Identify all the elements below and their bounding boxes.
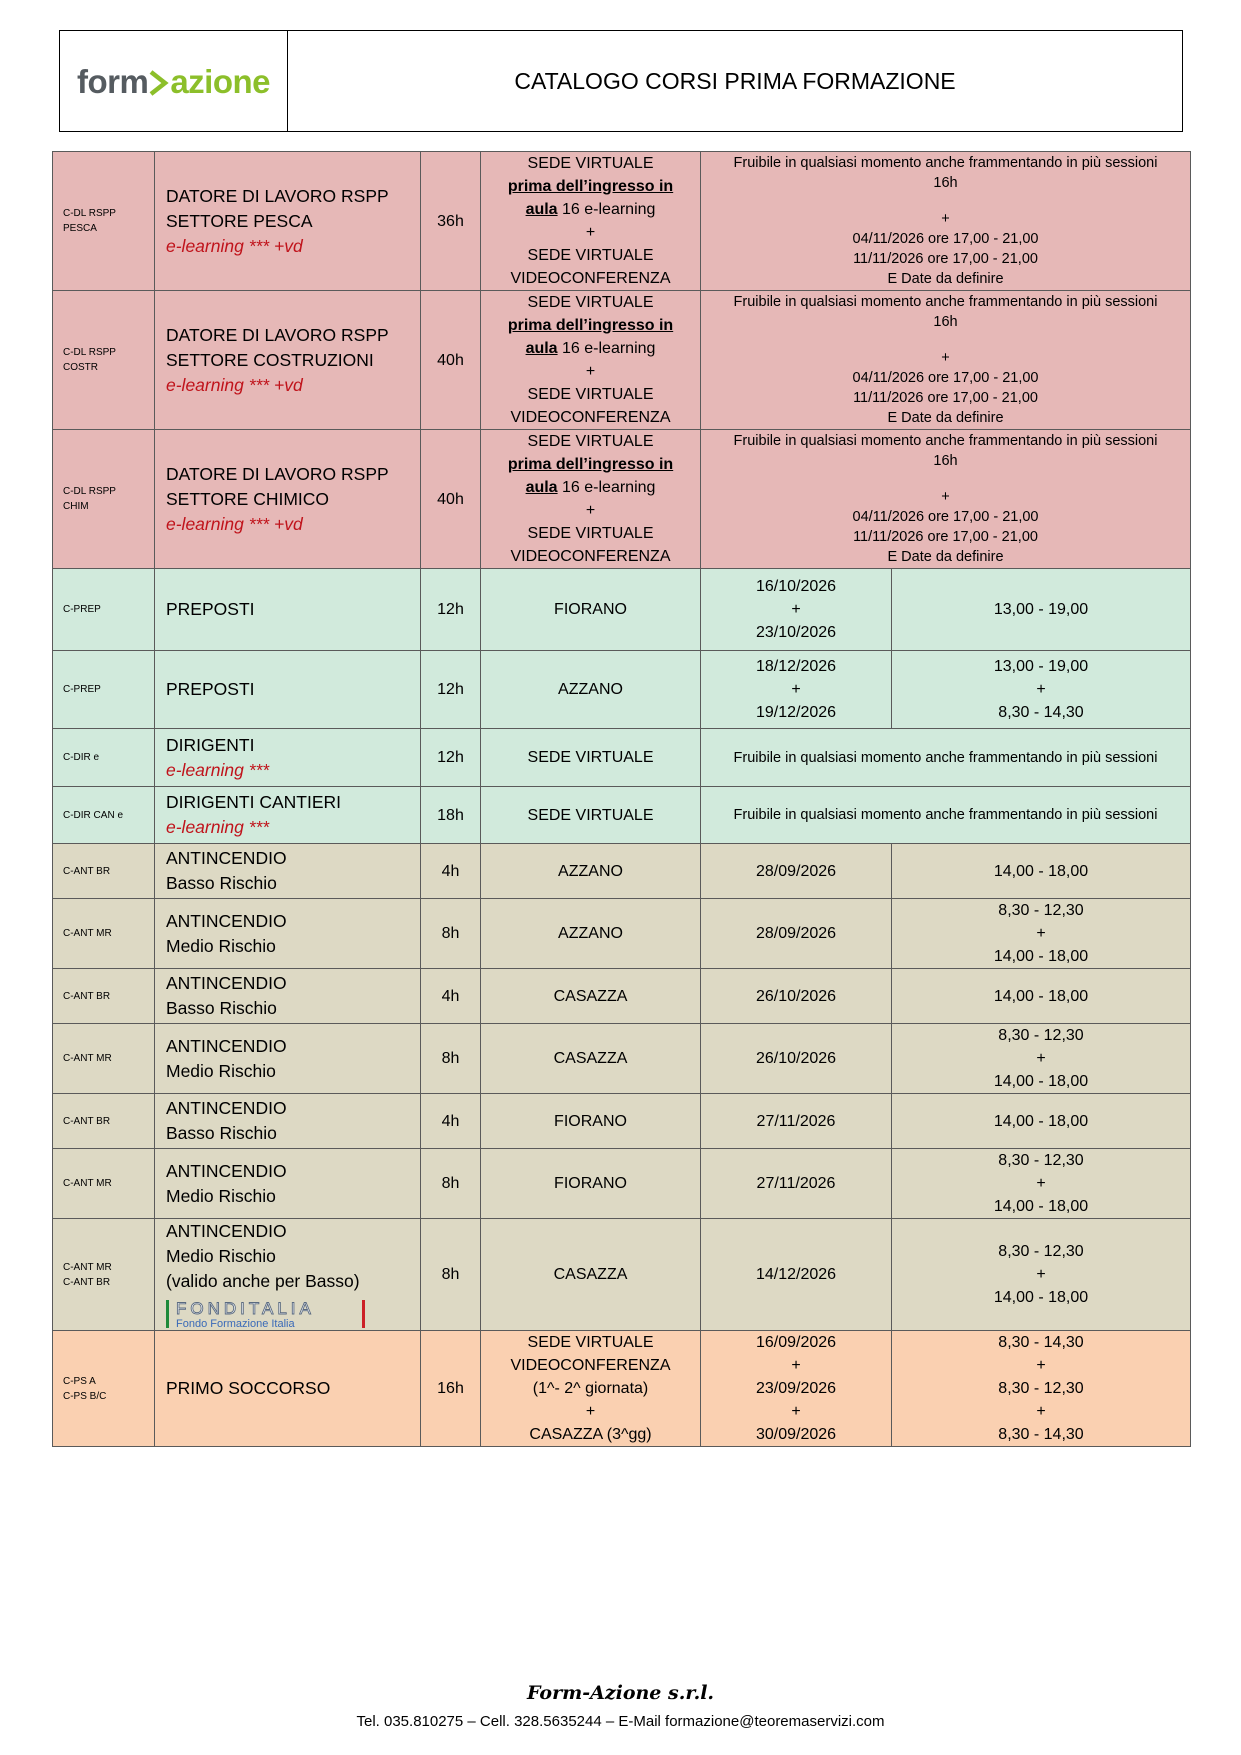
course-name: ANTINCENDIO xyxy=(166,1098,287,1118)
course-times-cell xyxy=(892,569,1191,651)
schedule-line: 11/11/2026 ore 17,00 - 21,00 xyxy=(853,529,1038,545)
schedule-line: E Date da definire xyxy=(887,271,1004,287)
course-time: 14,00 - 18,00 xyxy=(993,862,1089,880)
course-location-cell: AZZANO xyxy=(481,844,701,899)
course-time: + xyxy=(1036,925,1046,942)
course-code: C-DL RSPP xyxy=(63,208,116,219)
course-location-cell: SEDE VIRTUALE xyxy=(481,729,701,787)
schedule-line: 04/11/2026 ore 17,00 - 21,00 xyxy=(852,509,1039,525)
schedule-line: 16h xyxy=(933,314,958,330)
schedule-line: Fruibile in qualsiasi momento anche frammentando in più sessioni xyxy=(733,433,1158,449)
elearning-label: e-learning *** +vd xyxy=(166,374,303,395)
location-line xyxy=(485,476,696,499)
schedule-line: Fruibile in qualsiasi momento anche frammentando in più sessioni xyxy=(733,294,1158,310)
page-title: CATALOGO CORSI PRIMA FORMAZIONE xyxy=(514,67,956,94)
course-row xyxy=(53,291,1191,430)
course-location-cell: FIORANO xyxy=(481,1094,701,1149)
course-dates-cell xyxy=(701,651,892,729)
logo-text-right: azione xyxy=(170,62,271,100)
course-location-cell xyxy=(481,1331,701,1447)
course-time: 8,30 - 12,30 xyxy=(998,1380,1084,1397)
course-location-cell: AZZANO xyxy=(481,899,701,969)
course-name: Medio Rischio xyxy=(166,1246,276,1266)
course-name: Medio Rischio xyxy=(166,1185,276,1206)
course-name-cell xyxy=(155,844,421,899)
course-hours: 16h xyxy=(421,1331,481,1447)
logo-text-left: form xyxy=(76,62,149,100)
location-line: prima dell’ingresso in xyxy=(507,456,674,473)
course-date: 16/10/2026 xyxy=(755,578,837,595)
course-hours: 8h xyxy=(421,1219,481,1331)
elearning-label: e-learning *** xyxy=(166,759,270,780)
course-name: PRIMO SOCCORSO xyxy=(166,1378,331,1398)
course-date: 30/09/2026 xyxy=(755,1426,837,1443)
course-time: 14,00 - 18,00 xyxy=(993,948,1089,965)
course-dates-cell xyxy=(701,1024,892,1094)
course-name: ANTINCENDIO xyxy=(166,910,287,931)
location-text: 16 e-learning xyxy=(557,201,656,218)
elearning-label: e-learning *** +vd xyxy=(166,235,303,256)
schedule-line: + xyxy=(941,489,950,505)
company-logo xyxy=(76,62,271,100)
course-row xyxy=(53,969,1191,1024)
course-code: C-ANT BR xyxy=(63,1276,111,1288)
schedule-line: 11/11/2026 ore 17,00 - 21,00 xyxy=(853,251,1038,267)
course-date: 27/11/2026 xyxy=(756,1112,836,1130)
course-name-cell xyxy=(155,1149,421,1219)
course-code: C-PS A xyxy=(63,1375,96,1387)
course-code: COSTR xyxy=(63,362,98,373)
location-line: prima dell’ingresso in xyxy=(507,178,674,195)
course-code-cell xyxy=(53,651,155,729)
course-table-body xyxy=(53,152,1191,1447)
course-dates-cell xyxy=(701,1149,892,1219)
logo-cell xyxy=(60,31,288,131)
course-row xyxy=(53,1094,1191,1149)
logo-mark-icon xyxy=(149,68,169,98)
course-time: + xyxy=(1036,681,1046,698)
course-times-cell xyxy=(892,1149,1191,1219)
course-code-cell xyxy=(53,899,155,969)
course-hours: 12h xyxy=(421,651,481,729)
course-date: 26/10/2026 xyxy=(755,1050,837,1067)
course-row xyxy=(53,1219,1191,1331)
course-name-cell xyxy=(155,729,421,787)
location-line: VIDEOCONFERENZA xyxy=(510,548,671,565)
course-code-cell xyxy=(53,729,155,787)
course-code: C-ANT MR xyxy=(63,928,112,939)
course-hours: 8h xyxy=(421,1024,481,1094)
course-name-cell xyxy=(155,152,421,291)
course-location-cell: FIORANO xyxy=(481,1149,701,1219)
course-times-cell xyxy=(892,1094,1191,1149)
location-line xyxy=(485,198,696,221)
course-code: C-PREP xyxy=(63,684,101,695)
course-code-cell xyxy=(53,1219,155,1331)
course-schedule-cell xyxy=(701,430,1191,569)
course-date: 28/09/2026 xyxy=(755,862,837,880)
course-location-cell xyxy=(481,430,701,569)
course-location-cell: AZZANO xyxy=(481,651,701,729)
schedule-line: 04/11/2026 ore 17,00 - 21,00 xyxy=(852,370,1039,386)
course-name: Medio Rischio xyxy=(166,1060,276,1081)
course-row xyxy=(53,1149,1191,1219)
course-date: 18/12/2026 xyxy=(755,658,837,675)
course-times-cell xyxy=(892,969,1191,1024)
course-row xyxy=(53,651,1191,729)
course-hours: 4h xyxy=(421,969,481,1024)
course-code: C-ANT MR xyxy=(63,1053,112,1064)
course-row xyxy=(53,787,1191,844)
course-times-cell xyxy=(892,1331,1191,1447)
course-name: DATORE DI LAVORO RSPP xyxy=(166,324,389,345)
course-time: 8,30 - 12,30 xyxy=(998,1243,1084,1260)
course-location-cell xyxy=(481,291,701,430)
course-date: 19/12/2026 xyxy=(755,704,837,721)
course-date: 27/11/2026 xyxy=(756,1175,836,1192)
location-text: 16 e-learning xyxy=(557,340,656,357)
course-times-cell xyxy=(892,1024,1191,1094)
course-location-cell xyxy=(481,152,701,291)
page-header xyxy=(59,30,1183,132)
course-code: C-DL RSPP xyxy=(63,486,116,497)
schedule-gap xyxy=(705,471,1186,487)
course-name-cell xyxy=(155,291,421,430)
course-name: ANTINCENDIO xyxy=(166,848,287,868)
course-name: Basso Rischio xyxy=(166,873,277,893)
elearning-label: e-learning *** xyxy=(166,817,270,837)
course-code-cell xyxy=(53,1331,155,1447)
location-line: SEDE VIRTUALE xyxy=(527,525,654,542)
course-date: 23/10/2026 xyxy=(755,624,837,641)
course-row xyxy=(53,844,1191,899)
course-row xyxy=(53,430,1191,569)
course-time: 14,00 - 18,00 xyxy=(993,987,1089,1005)
course-name: ANTINCENDIO xyxy=(166,1035,287,1056)
course-location-cell: CASAZZA xyxy=(481,969,701,1024)
schedule-line: 04/11/2026 ore 17,00 - 21,00 xyxy=(852,231,1039,247)
schedule-line: + xyxy=(941,350,950,366)
course-code: CHIM xyxy=(63,501,89,512)
course-hours: 18h xyxy=(421,787,481,844)
course-schedule-cell xyxy=(701,291,1191,430)
course-name: PREPOSTI xyxy=(166,599,255,619)
course-code-cell xyxy=(53,569,155,651)
course-hours: 36h xyxy=(421,152,481,291)
course-dates-cell xyxy=(701,1331,892,1447)
location-line: CASAZZA (3^gg) xyxy=(529,1426,652,1443)
course-code: C-DL RSPP xyxy=(63,347,116,358)
location-underlined: aula xyxy=(525,201,558,218)
course-hours: 4h xyxy=(421,844,481,899)
course-time: 8,30 - 12,30 xyxy=(998,902,1084,919)
course-times-cell xyxy=(892,651,1191,729)
course-name-cell xyxy=(155,1219,421,1331)
badge-title: FONDITALIA xyxy=(176,1299,315,1318)
course-code: C-ANT MR xyxy=(63,1178,112,1189)
location-text: 16 e-learning xyxy=(557,479,656,496)
location-line: prima dell’ingresso in xyxy=(507,317,674,334)
course-code-cell xyxy=(53,787,155,844)
course-name: DATORE DI LAVORO RSPP xyxy=(166,463,389,484)
footer-company-name: Form-Azione s.r.l. xyxy=(526,1682,715,1704)
location-line: + xyxy=(585,1403,596,1420)
course-name: Medio Rischio xyxy=(166,935,276,956)
course-times-cell xyxy=(892,844,1191,899)
course-code-cell xyxy=(53,844,155,899)
course-date: + xyxy=(791,681,801,698)
course-code: C-ANT BR xyxy=(63,990,111,1002)
course-time: 13,00 - 19,00 xyxy=(993,601,1089,618)
course-name-cell xyxy=(155,1024,421,1094)
course-location-cell: CASAZZA xyxy=(481,1219,701,1331)
course-time: 8,30 - 12,30 xyxy=(998,1027,1084,1044)
course-time: + xyxy=(1036,1403,1046,1420)
course-time: + xyxy=(1036,1050,1046,1067)
course-time: 14,00 - 18,00 xyxy=(993,1073,1089,1090)
location-line: SEDE VIRTUALE xyxy=(527,247,654,264)
course-dates-cell xyxy=(701,569,892,651)
course-code-cell xyxy=(53,1149,155,1219)
course-time: + xyxy=(1036,1357,1046,1374)
course-name-cell xyxy=(155,969,421,1024)
schedule-line: E Date da definire xyxy=(887,410,1004,426)
course-name-cell xyxy=(155,569,421,651)
course-date: 26/10/2026 xyxy=(755,987,837,1005)
location-line: + xyxy=(585,224,596,241)
course-row xyxy=(53,152,1191,291)
course-name: SETTORE PESCA xyxy=(166,210,313,231)
course-name: DIRIGENTI xyxy=(166,734,255,755)
course-code-cell xyxy=(53,1094,155,1149)
location-line: + xyxy=(585,363,596,380)
course-row xyxy=(53,569,1191,651)
course-code: C-DIR e xyxy=(63,752,100,763)
course-name-cell xyxy=(155,787,421,844)
location-line: VIDEOCONFERENZA xyxy=(510,409,671,426)
location-line: SEDE VIRTUALE xyxy=(527,155,654,172)
course-time: 14,00 - 18,00 xyxy=(993,1198,1089,1215)
course-name: SETTORE CHIMICO xyxy=(166,488,330,509)
course-name-cell xyxy=(155,651,421,729)
course-dates-cell xyxy=(701,1094,892,1149)
course-name: PREPOSTI xyxy=(166,679,255,699)
course-date: 28/09/2026 xyxy=(755,925,837,942)
course-time: 13,00 - 19,00 xyxy=(993,658,1089,675)
course-name-cell xyxy=(155,899,421,969)
schedule-line: 11/11/2026 ore 17,00 - 21,00 xyxy=(853,390,1038,406)
schedule-line: 16h xyxy=(933,453,958,469)
location-line: VIDEOCONFERENZA xyxy=(510,1357,671,1374)
schedule-gap xyxy=(705,193,1186,209)
elearning-label: e-learning *** +vd xyxy=(166,513,303,534)
course-name: SETTORE COSTRUZIONI xyxy=(166,349,374,370)
course-hours: 8h xyxy=(421,899,481,969)
course-hours: 12h xyxy=(421,569,481,651)
course-schedule-cell xyxy=(701,152,1191,291)
course-row xyxy=(53,729,1191,787)
course-hours: 8h xyxy=(421,1149,481,1219)
course-code: C-ANT BR xyxy=(63,865,111,877)
schedule-line: + xyxy=(941,211,950,227)
course-code-cell xyxy=(53,969,155,1024)
course-time: 14,00 - 18,00 xyxy=(993,1112,1089,1130)
course-dates-cell xyxy=(701,899,892,969)
location-line: SEDE VIRTUALE xyxy=(527,1334,654,1351)
course-note-cell: Fruibile in qualsiasi momento anche frammentando in più sessioni xyxy=(701,787,1191,844)
course-name: Basso Rischio xyxy=(166,1123,277,1143)
course-hours: 4h xyxy=(421,1094,481,1149)
location-line: SEDE VIRTUALE xyxy=(527,433,654,450)
location-line: + xyxy=(585,502,596,519)
course-dates-cell xyxy=(701,1219,892,1331)
course-code: C-ANT MR xyxy=(63,1261,112,1273)
schedule-line: E Date da definire xyxy=(887,549,1004,565)
course-code-cell xyxy=(53,430,155,569)
footer-contact-info: Tel. 035.810275 – Cell. 328.5635244 – E-Mail formazione@teoremaservizi.com xyxy=(356,1713,885,1730)
location-line: (1^- 2^ giornata) xyxy=(532,1380,649,1397)
course-row xyxy=(53,899,1191,969)
badge-subtitle: Fondo Formazione Italia xyxy=(176,1318,295,1330)
course-code: C-DIR CAN e xyxy=(63,809,124,821)
course-code: C-PREP xyxy=(63,604,101,615)
course-dates-cell xyxy=(701,844,892,899)
course-time: 8,30 - 14,30 xyxy=(998,1334,1084,1351)
location-line: SEDE VIRTUALE xyxy=(527,386,654,403)
course-hours: 40h xyxy=(421,430,481,569)
location-line xyxy=(485,337,696,360)
schedule-line: Fruibile in qualsiasi momento anche frammentando in più sessioni xyxy=(733,155,1158,171)
course-name-cell xyxy=(155,1094,421,1149)
course-name-cell xyxy=(155,430,421,569)
course-name: DIRIGENTI CANTIERI xyxy=(166,792,342,812)
course-code: C-ANT BR xyxy=(63,1115,111,1127)
course-time: 8,30 - 12,30 xyxy=(998,1152,1084,1169)
course-name: ANTINCENDIO xyxy=(166,1160,287,1181)
course-hours: 12h xyxy=(421,729,481,787)
schedule-gap xyxy=(705,332,1186,348)
course-date: + xyxy=(791,601,801,618)
course-row xyxy=(53,1024,1191,1094)
location-underlined: aula xyxy=(525,340,558,357)
location-line: SEDE VIRTUALE xyxy=(527,294,654,311)
course-name: (valido anche per Basso) xyxy=(166,1271,360,1291)
course-name: Basso Rischio xyxy=(166,998,277,1018)
course-date: + xyxy=(791,1403,801,1420)
course-date: 14/12/2026 xyxy=(755,1266,837,1283)
fonditalia-logo xyxy=(166,1298,366,1330)
course-name: DATORE DI LAVORO RSPP xyxy=(166,185,389,206)
course-dates-cell xyxy=(701,969,892,1024)
course-date: 23/09/2026 xyxy=(755,1380,837,1397)
course-table xyxy=(52,151,1191,1447)
course-location-cell: SEDE VIRTUALE xyxy=(481,787,701,844)
schedule-line: 16h xyxy=(933,175,958,191)
course-date: 16/09/2026 xyxy=(755,1334,837,1351)
course-time: 14,00 - 18,00 xyxy=(993,1289,1089,1306)
location-line: VIDEOCONFERENZA xyxy=(510,270,671,287)
course-name-cell xyxy=(155,1331,421,1447)
course-code: C-PS B/C xyxy=(63,1390,107,1402)
course-hours: 40h xyxy=(421,291,481,430)
course-code-cell xyxy=(53,291,155,430)
course-time: 8,30 - 14,30 xyxy=(998,1426,1084,1443)
course-times-cell xyxy=(892,899,1191,969)
course-name: ANTINCENDIO xyxy=(166,1221,287,1241)
course-note-cell: Fruibile in qualsiasi momento anche frammentando in più sessioni xyxy=(701,729,1191,787)
location-underlined: aula xyxy=(525,479,558,496)
course-time: 8,30 - 14,30 xyxy=(998,704,1084,721)
course-name: ANTINCENDIO xyxy=(166,973,287,993)
course-times-cell xyxy=(892,1219,1191,1331)
course-code: PESCA xyxy=(63,223,97,234)
course-code-cell xyxy=(53,152,155,291)
course-location-cell: FIORANO xyxy=(481,569,701,651)
course-location-cell: CASAZZA xyxy=(481,1024,701,1094)
course-time: + xyxy=(1036,1266,1046,1283)
course-date: + xyxy=(791,1357,801,1374)
course-time: + xyxy=(1036,1175,1046,1192)
course-row xyxy=(53,1331,1191,1447)
course-code-cell xyxy=(53,1024,155,1094)
